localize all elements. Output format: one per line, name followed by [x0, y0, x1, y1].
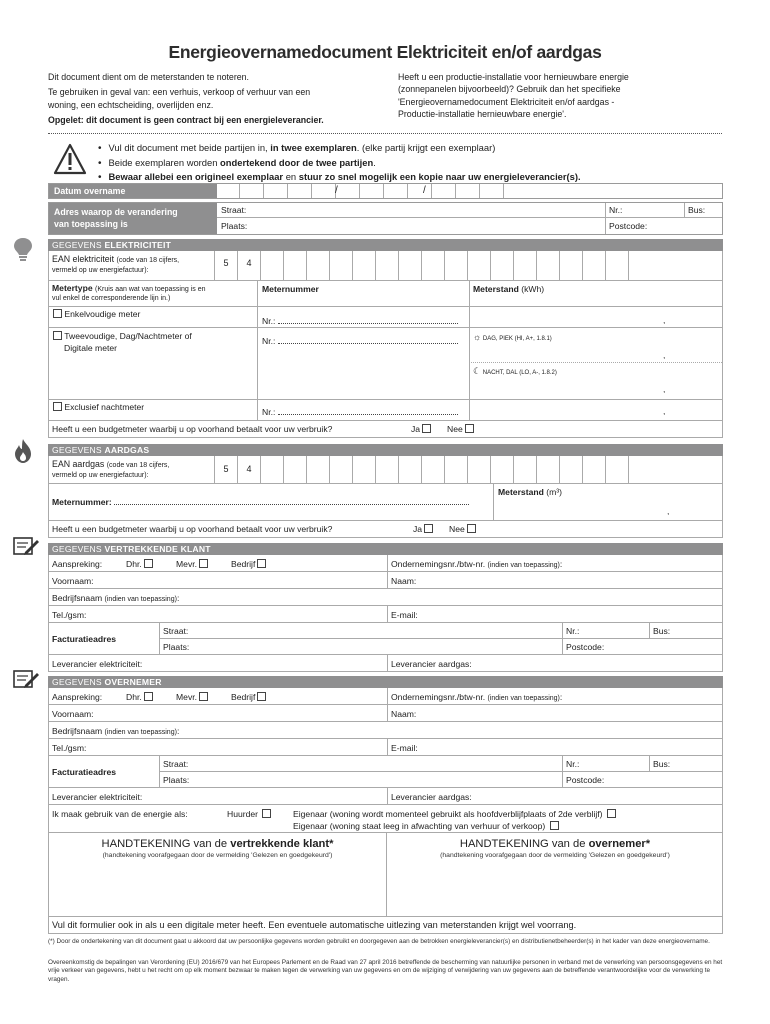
eigenaar-bewoond-option[interactable]: Eigenaar (woning wordt momenteel gebruikt als hoofdverblijfplaats of 2de verblijf) [293, 809, 616, 819]
enkel-checkbox[interactable] [53, 309, 62, 318]
intro-left [48, 71, 388, 127]
facturatie-straat-field[interactable]: Straat: Nr.: Bus: [159, 623, 722, 639]
nacht-label: ☾ NACHT, DAL (LO, A-, 1.8.2) [473, 366, 557, 376]
digital-note-row [48, 917, 723, 934]
tweevoudig-row [49, 328, 722, 400]
exclusief-meternummer-field[interactable]: Nr.: [262, 407, 458, 417]
leverancier-row [48, 655, 723, 672]
tel-field[interactable]: Tel./gsm: [52, 610, 87, 620]
datum-row [48, 183, 723, 199]
datum-input[interactable] [217, 184, 722, 198]
facturatie-label: Facturatieadres [52, 634, 117, 644]
aanspreking-label: Aanspreking: [52, 559, 103, 569]
intro-text: Te gebruiken in geval van: een verhuis, verkoop of verhuur van een [48, 87, 311, 98]
adres-plaats-field[interactable]: Plaats: Postcode: [217, 218, 722, 234]
bedrijf-option[interactable]: Bedrijf [231, 559, 266, 569]
footnote-consent: (*) Door de ondertekening van dit document gaat u akkoord dat uw persoonlijke gegevens worden gebruikt en doorgegeven aan de betrokken energieleverancier(s) en distributienetbeheerder(s) in het kader van deze energieovername. [48, 938, 710, 945]
date-separator: / [423, 185, 426, 196]
facturatie-row [48, 756, 723, 788]
gebruik-label: Ik maak gebruik van de energie als: [52, 809, 188, 819]
aanspreking-row [48, 688, 723, 705]
facturatie-row [48, 623, 723, 655]
naam-row [48, 705, 723, 722]
contact-row [48, 739, 723, 756]
divider [48, 133, 722, 134]
signature-block [48, 833, 723, 917]
exclusief-meterstand-field[interactable]: , [663, 406, 666, 416]
intro-text: 'Energieovernamedocument Elektriciteit en/of aardgas - [398, 96, 615, 107]
budget-nee-option[interactable]: Nee [447, 424, 474, 434]
budget-elektriciteit-row [48, 421, 723, 438]
leverancier-elektriciteit-field[interactable]: Leverancier elektriciteit: [52, 659, 143, 669]
facturatie-plaats-field[interactable]: Plaats: Postcode: [159, 639, 722, 655]
digital-note: Vul dit formulier ook in als u een digitale meter heeft. Een eventuele automatische uitlezing van meterstanden krijgt wel voorrang. [52, 920, 577, 930]
naam-row [48, 572, 723, 589]
aardgas-meternummer-field[interactable]: Meternummer: [52, 497, 469, 507]
ean-elektriciteit-row [48, 251, 723, 281]
warning-item: • Beide exemplaren worden ondertekend door de twee partijen. [98, 156, 581, 171]
metertype-label: Metertype (Kruis aan wat van toepassing is en vul enkel de corresponderende lijn in.) [52, 283, 206, 302]
section-header-elektriciteit: GEGEVENS ELEKTRICITEIT [48, 239, 723, 251]
bedrijfsnaam-row [48, 589, 723, 606]
ean-label: EAN aardgas (code van 18 cijfers, vermeld op uw energiefactuur): [52, 459, 170, 479]
warning-box [48, 139, 723, 183]
section-header-overnemer: GEGEVENS OVERNEMER [48, 676, 723, 688]
facturatie-straat-field[interactable]: Straat: Nr.: Bus: [159, 756, 722, 772]
tweevoudig-checkbox[interactable] [53, 331, 62, 340]
aardgas-meterstand-header: Meterstand (m³) [498, 487, 562, 497]
enkel-option[interactable]: Enkelvoudige meter [51, 309, 140, 319]
tweevoudig-meternummer-field[interactable]: Nr.: [262, 336, 458, 346]
leverancier-row [48, 788, 723, 805]
budget-nee-option[interactable]: Nee [449, 524, 476, 534]
naam-field[interactable]: Naam: [391, 576, 417, 586]
ondernemingsnr-field[interactable]: Ondernemingsnr./btw-nr. (indien van toepassing): [391, 559, 563, 569]
date-separator: / [335, 185, 338, 196]
ean-aardgas-row [48, 456, 723, 484]
nacht-meterstand-field[interactable]: , [663, 384, 666, 394]
dhr-option[interactable]: Dhr. [126, 559, 153, 569]
enkel-row [49, 306, 722, 328]
tel-field[interactable]: Tel./gsm: [52, 743, 87, 753]
intro-text: Productie-installatie hernieuwbare energie'. [398, 109, 567, 120]
aardgas-meter-row [48, 484, 723, 521]
meterstand-field[interactable]: , [663, 315, 666, 325]
voornaam-field[interactable]: Voornaam: [52, 709, 94, 719]
warning-triangle-icon [53, 143, 87, 175]
ondernemingsnr-field[interactable]: Ondernemingsnr./btw-nr. (indien van toepassing): [391, 692, 563, 702]
form-pen-icon [12, 667, 40, 691]
email-field[interactable]: E-mail: [391, 743, 418, 753]
aanspreking-row [48, 555, 723, 572]
warning-item: • Bewaar allebei een origineel exemplaar en stuur zo snel mogelijk een kopie naar uw energieleverancier(s). [98, 170, 581, 185]
leverancier-aardgas-field[interactable]: Leverancier aardgas: [391, 792, 472, 802]
section-header-aardgas: GEGEVENS AARDGAS [48, 444, 723, 456]
datum-label: Datum overname [49, 184, 217, 198]
mevr-option[interactable]: Mevr. [176, 692, 208, 702]
form-pen-icon [12, 534, 40, 558]
intro-text: Heeft u een productie-installatie voor hernieuwbare energie [398, 72, 629, 82]
eigenaar-leeg-option[interactable]: Eigenaar (woning staat leeg in afwachting van verhuur of verkoop) [293, 821, 559, 831]
facturatie-plaats-field[interactable]: Plaats: Postcode: [159, 772, 722, 788]
moon-icon: ☾ [473, 366, 482, 376]
section-header-vertrekkende-klant: GEGEVENS VERTREKKENDE KLANT [48, 543, 723, 555]
dag-label: ☼ DAG, PIEK (HI, A+, 1.8.1) [473, 332, 552, 342]
dag-meterstand-field[interactable]: , [663, 350, 666, 360]
budget-ja-option[interactable]: Ja [413, 524, 433, 534]
ean-aardgas-input[interactable]: 5 4 [214, 456, 722, 483]
adres-straat-field[interactable]: Straat: Nr.: Bus: [217, 203, 722, 218]
lightbulb-icon [12, 236, 34, 262]
ean-label: EAN elektriciteit (code van 18 cijfers, vermeld op uw energiefactuur): [52, 254, 180, 274]
bedrijfsnaam-field[interactable]: Bedrijfsnaam (indien van toepassing): [52, 593, 180, 603]
gebruik-row [48, 805, 723, 833]
intro-warning: Opgelet: dit document is geen contract bij een energieleverancier. [48, 115, 324, 126]
budget-question: Heeft u een budgetmeter waarbij u op voorhand betaalt voor uw verbruik? [52, 424, 333, 434]
dhr-option[interactable]: Dhr. [126, 692, 153, 702]
adres-block [48, 202, 723, 235]
intro-right [398, 71, 728, 121]
huurder-option[interactable]: Huurder [227, 809, 271, 819]
page-title: Energieovernamedocument Elektriciteit en/of aardgas [168, 42, 602, 62]
intro-text: Dit document dient om de meterstanden te noteren. [48, 72, 249, 82]
intro-text: (zonnepanelen bijvoorbeeld)? Gebruik dan het specifieke [398, 84, 621, 95]
aardgas-meterstand-field[interactable]: , [667, 506, 670, 516]
footnote-gdpr: Overeenkomstig de bepalingen van Verordening (EU) 2016/679 van het Europees Parlement en de Raad van 27 april 2016 betreffende de bescherming van natuurlijke personen in verband met de verwerking van persoonsgegevens en het vrije verkeer van gegevens, hebt u het recht om op elk moment bezwaar te maken tegen de verwerking van uw gegevens en om de wijziging of verwijdering van uw gegevens aan de betreffende verantwoordelijke voor de verwerking te vragen. [48, 959, 723, 983]
leverancier-elektriciteit-field[interactable]: Leverancier elektriciteit: [52, 792, 143, 802]
budget-ja-option[interactable]: Ja [411, 424, 431, 434]
meterstand-header: Meterstand (kWh) [473, 284, 545, 294]
signature-vertrekkende[interactable]: HANDTEKENING van de vertrekkende klant* (handtekening voorafgegaan door de vermelding 'Gelezen en goedgekeurd') [101, 838, 334, 859]
voornaam-field[interactable]: Voornaam: [52, 576, 94, 586]
meter-table [48, 281, 723, 421]
sun-icon: ☼ [473, 332, 482, 342]
bedrijfsnaam-row [48, 722, 723, 739]
bedrijfsnaam-field[interactable]: Bedrijfsnaam (indien van toepassing): [52, 726, 180, 736]
intro-text: woning, een echtscheiding, overlijden enz. [48, 99, 214, 110]
contact-row [48, 606, 723, 623]
exclusief-option[interactable]: Exclusief nachtmeter [51, 402, 144, 412]
facturatie-label: Facturatieadres [52, 767, 117, 777]
ean-elektriciteit-input[interactable]: 5 4 [214, 251, 722, 280]
warning-item: • Vul dit document met beide partijen in, in twee exemplaren. (elke partij krijgt een exemplaar) [98, 141, 581, 156]
signature-overnemer[interactable]: HANDTEKENING van de overnemer* (handtekening voorafgegaan door de vermelding 'Gelezen en goedgekeurd') [440, 838, 670, 859]
adres-label: Adres waarop de verandering van toepassing is [49, 203, 217, 234]
email-field[interactable]: E-mail: [391, 610, 418, 620]
budget-question: Heeft u een budgetmeter waarbij u op voorhand betaalt voor uw verbruik? [52, 524, 333, 534]
bedrijf-option[interactable]: Bedrijf [231, 692, 266, 702]
enkel-meternummer-field[interactable]: Nr.: [262, 316, 458, 326]
flame-icon [12, 438, 34, 464]
naam-field[interactable]: Naam: [391, 709, 417, 719]
budget-aardgas-row [48, 521, 723, 538]
exclusief-row [49, 400, 722, 421]
mevr-option[interactable]: Mevr. [176, 559, 208, 569]
aanspreking-label: Aanspreking: [52, 692, 103, 702]
meternummer-header: Meternummer [262, 284, 319, 294]
leverancier-aardgas-field[interactable]: Leverancier aardgas: [391, 659, 472, 669]
exclusief-checkbox[interactable] [53, 402, 62, 411]
tweevoudig-option[interactable]: Tweevoudige, Dag/Nachtmeter of Digitale meter [51, 330, 192, 354]
